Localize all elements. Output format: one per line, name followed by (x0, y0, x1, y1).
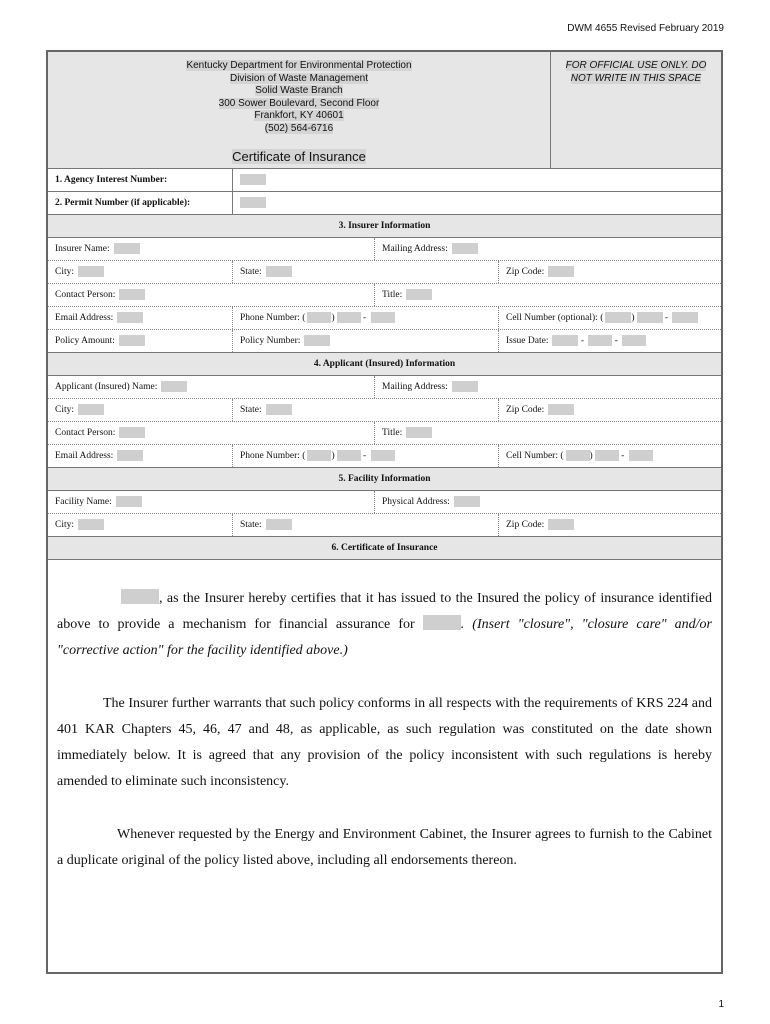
issue-date-month-field[interactable] (552, 335, 578, 346)
applicant-mailing-cell (374, 376, 721, 398)
insurer-cell-line-field[interactable] (672, 312, 698, 323)
insurer-title-field[interactable] (406, 289, 432, 300)
paren-close: ) (589, 451, 593, 461)
insurer-phone-area-field[interactable] (307, 312, 331, 323)
insurer-mailing-field[interactable] (452, 243, 478, 254)
certificate-paragraph-1 (57, 586, 712, 664)
page-title (48, 149, 550, 164)
applicant-zip-field[interactable] (548, 404, 574, 415)
applicant-mailing-field[interactable] (452, 381, 478, 392)
applicant-email-field[interactable] (117, 450, 143, 461)
applicant-cell-line-field[interactable] (629, 450, 653, 461)
policy-number-field[interactable] (304, 335, 330, 346)
insurer-name-field[interactable] (114, 243, 140, 254)
insurer-email-cell (48, 307, 232, 329)
applicant-phone-cell (232, 445, 498, 467)
section-5-header: 5. Facility Information (48, 468, 721, 491)
applicant-title-label: Title: (382, 428, 403, 438)
insurer-state-label: State: (240, 267, 262, 277)
policy-number-cell (232, 330, 498, 352)
insurer-phone-line-field[interactable] (371, 312, 395, 323)
applicant-contact-cell (48, 422, 374, 444)
issue-date-day-field[interactable] (588, 335, 612, 346)
facility-name-label: Facility Name: (55, 497, 112, 507)
insurer-contact-cell (48, 284, 374, 306)
section-3-header: 3. Insurer Information (48, 215, 721, 238)
agency-line: Frankfort, KY 40601 (254, 110, 344, 121)
page-number: 1 (718, 999, 724, 1010)
insurer-cell-label: Cell Number (optional): (506, 313, 598, 323)
applicant-state-label: State: (240, 405, 262, 415)
agency-interest-field[interactable] (240, 174, 266, 185)
insurer-cell-prefix-field[interactable] (637, 312, 663, 323)
insurer-contact-row (48, 284, 721, 307)
agency-line: (502) 564-6716 (264, 122, 334, 134)
insurer-cell-area-field[interactable] (605, 312, 631, 323)
certificate-paragraph-2: The Insurer further warrants that such policy conforms in all respects with the requirements of KRS 224 and 401 KAR Chapters 45, 46, 47 and 48, as applicable, as such regulation was constituted on the date shown immediately below. It is agreed that any provision of the policy inconsistent with such regulations is hereby amended to eliminate such inconsistency. (57, 696, 712, 789)
insurer-zip-field[interactable] (548, 266, 574, 277)
facility-address-cell (374, 491, 721, 513)
assurance-type-inline-field[interactable] (423, 615, 461, 630)
page-title-text: Certificate of Insurance (232, 149, 366, 164)
applicant-email-label: Email Address: (55, 451, 114, 461)
certificate-p1-b: . (Insert "closure", "closure care" and/or "corrective action" for the facility identified above.) (57, 617, 713, 658)
insurer-email-row (48, 307, 721, 330)
applicant-name-row (48, 376, 721, 399)
applicant-phone-prefix-field[interactable] (337, 450, 361, 461)
form-code: DWM 4655 Revised February 2019 (567, 23, 724, 34)
insurer-phone-prefix-field[interactable] (337, 312, 361, 323)
applicant-phone-label: Phone Number: (240, 451, 300, 461)
facility-city-cell (48, 514, 232, 536)
permit-number-row (48, 192, 721, 215)
insurer-city-field[interactable] (78, 266, 104, 277)
agency-line: Kentucky Department for Environmental Protection (186, 60, 412, 71)
policy-amount-cell (48, 330, 232, 352)
facility-name-cell (48, 491, 374, 513)
section-6-header: 6. Certificate of Insurance (48, 537, 721, 560)
dash: - (363, 313, 367, 323)
insurer-mailing-cell (374, 238, 721, 260)
applicant-name-cell (48, 376, 374, 398)
facility-city-field[interactable] (78, 519, 104, 530)
applicant-cell-label: Cell Number: (506, 451, 558, 461)
insurer-zip-cell (498, 261, 721, 283)
facility-address-label: Physical Address: (382, 497, 450, 507)
applicant-email-cell (48, 445, 232, 467)
issue-date-cell (498, 330, 721, 352)
applicant-state-cell (232, 399, 498, 421)
official-use-box (550, 52, 721, 168)
facility-address-field[interactable] (454, 496, 480, 507)
certificate-form (46, 50, 723, 974)
policy-amount-field[interactable] (119, 335, 145, 346)
applicant-state-field[interactable] (266, 404, 292, 415)
insurer-name-cell (48, 238, 374, 260)
permit-number-cell (232, 192, 721, 214)
insurer-title-label: Title: (382, 290, 403, 300)
issue-date-year-field[interactable] (622, 335, 646, 346)
certificate-text (48, 560, 721, 874)
insurer-contact-label: Contact Person: (55, 290, 116, 300)
applicant-title-field[interactable] (406, 427, 432, 438)
paren-open: ( (302, 313, 306, 323)
applicant-email-row (48, 445, 721, 468)
insurer-city-cell (48, 261, 232, 283)
insurer-zip-label: Zip Code: (506, 267, 545, 277)
applicant-city-row (48, 399, 721, 422)
insurer-city-label: City: (55, 267, 75, 277)
section-4-header: 4. Applicant (Insured) Information (48, 353, 721, 376)
agency-line: 300 Sower Boulevard, Second Floor (218, 97, 380, 109)
official-use-text: FOR OFFICIAL USE ONLY. DO NOT WRITE IN THIS SPACE (565, 60, 707, 84)
insurer-name-inline-field[interactable] (121, 589, 159, 604)
agency-interest-row (48, 169, 721, 192)
facility-state-field[interactable] (266, 519, 292, 530)
facility-zip-cell (498, 514, 721, 536)
applicant-city-label: City: (55, 405, 75, 415)
agency-interest-label: 1. Agency Interest Number: (55, 175, 168, 185)
certificate-p1-a: , as the Insurer hereby certifies that it has issued to the Insured the policy of insurance identified above to provide a mechanism for financial assurance for (57, 591, 712, 632)
insurer-cell-cell (498, 307, 721, 329)
facility-zip-label: Zip Code: (506, 520, 545, 530)
insurer-phone-cell (232, 307, 498, 329)
applicant-mailing-label: Mailing Address: (382, 382, 448, 392)
applicant-phone-line-field[interactable] (371, 450, 395, 461)
facility-city-row (48, 514, 721, 537)
paren-open: ( (560, 451, 564, 461)
facility-state-cell (232, 514, 498, 536)
insurer-city-row (48, 261, 721, 284)
applicant-city-cell (48, 399, 232, 421)
applicant-title-cell (374, 422, 721, 444)
facility-state-label: State: (240, 520, 262, 530)
agency-line: Division of Waste Management (229, 72, 369, 84)
facility-name-field[interactable] (116, 496, 142, 507)
applicant-zip-label: Zip Code: (506, 405, 545, 415)
paren-open: ( (600, 313, 604, 323)
certificate-paragraph-3: Whenever requested by the Energy and Environment Cabinet, the Insurer agrees to furnish to the Cabinet a duplicate original of the policy listed above, including all endorsements thereon. (57, 827, 712, 868)
dash: - (363, 451, 367, 461)
policy-amount-label: Policy Amount: (55, 336, 115, 346)
form-header (48, 52, 721, 169)
paren-open: ( (302, 451, 306, 461)
policy-row (48, 330, 721, 353)
applicant-name-field[interactable] (161, 381, 187, 392)
insurer-contact-field[interactable] (119, 289, 145, 300)
applicant-zip-cell (498, 399, 721, 421)
insurer-email-field[interactable] (117, 312, 143, 323)
agency-interest-cell (232, 169, 721, 191)
applicant-contact-row (48, 422, 721, 445)
insurer-mailing-label: Mailing Address: (382, 244, 448, 254)
dash: - (664, 313, 669, 323)
permit-number-label: 2. Permit Number (if applicable): (55, 198, 191, 208)
insurer-name-row (48, 238, 721, 261)
paren-close: ) (631, 313, 635, 323)
paren-close: ) (331, 451, 335, 461)
agency-block (48, 52, 550, 135)
applicant-contact-field[interactable] (119, 427, 145, 438)
facility-city-label: City: (55, 520, 75, 530)
applicant-phone-area-field[interactable] (307, 450, 331, 461)
issue-date-label: Issue Date: (506, 336, 549, 346)
insurer-phone-label: Phone Number: (240, 313, 300, 323)
insurer-name-label: Insurer Name: (55, 244, 110, 254)
dash: - (621, 451, 625, 461)
dash: - (580, 336, 585, 346)
policy-number-label: Policy Number: (240, 336, 301, 346)
insurer-state-field[interactable] (266, 266, 292, 277)
insurer-title-cell (374, 284, 721, 306)
applicant-cell-cell (498, 445, 721, 467)
paren-close: ) (331, 313, 335, 323)
permit-number-field[interactable] (240, 197, 266, 208)
agency-line: Solid Waste Branch (255, 85, 343, 96)
applicant-cell-prefix-field[interactable] (595, 450, 619, 461)
facility-zip-field[interactable] (548, 519, 574, 530)
applicant-city-field[interactable] (78, 404, 104, 415)
insurer-state-cell (232, 261, 498, 283)
applicant-name-label: Applicant (Insured) Name: (55, 382, 158, 392)
facility-name-row (48, 491, 721, 514)
applicant-contact-label: Contact Person: (55, 428, 116, 438)
applicant-cell-area-field[interactable] (566, 450, 590, 461)
insurer-email-label: Email Address: (55, 313, 114, 323)
dash: - (614, 336, 618, 346)
